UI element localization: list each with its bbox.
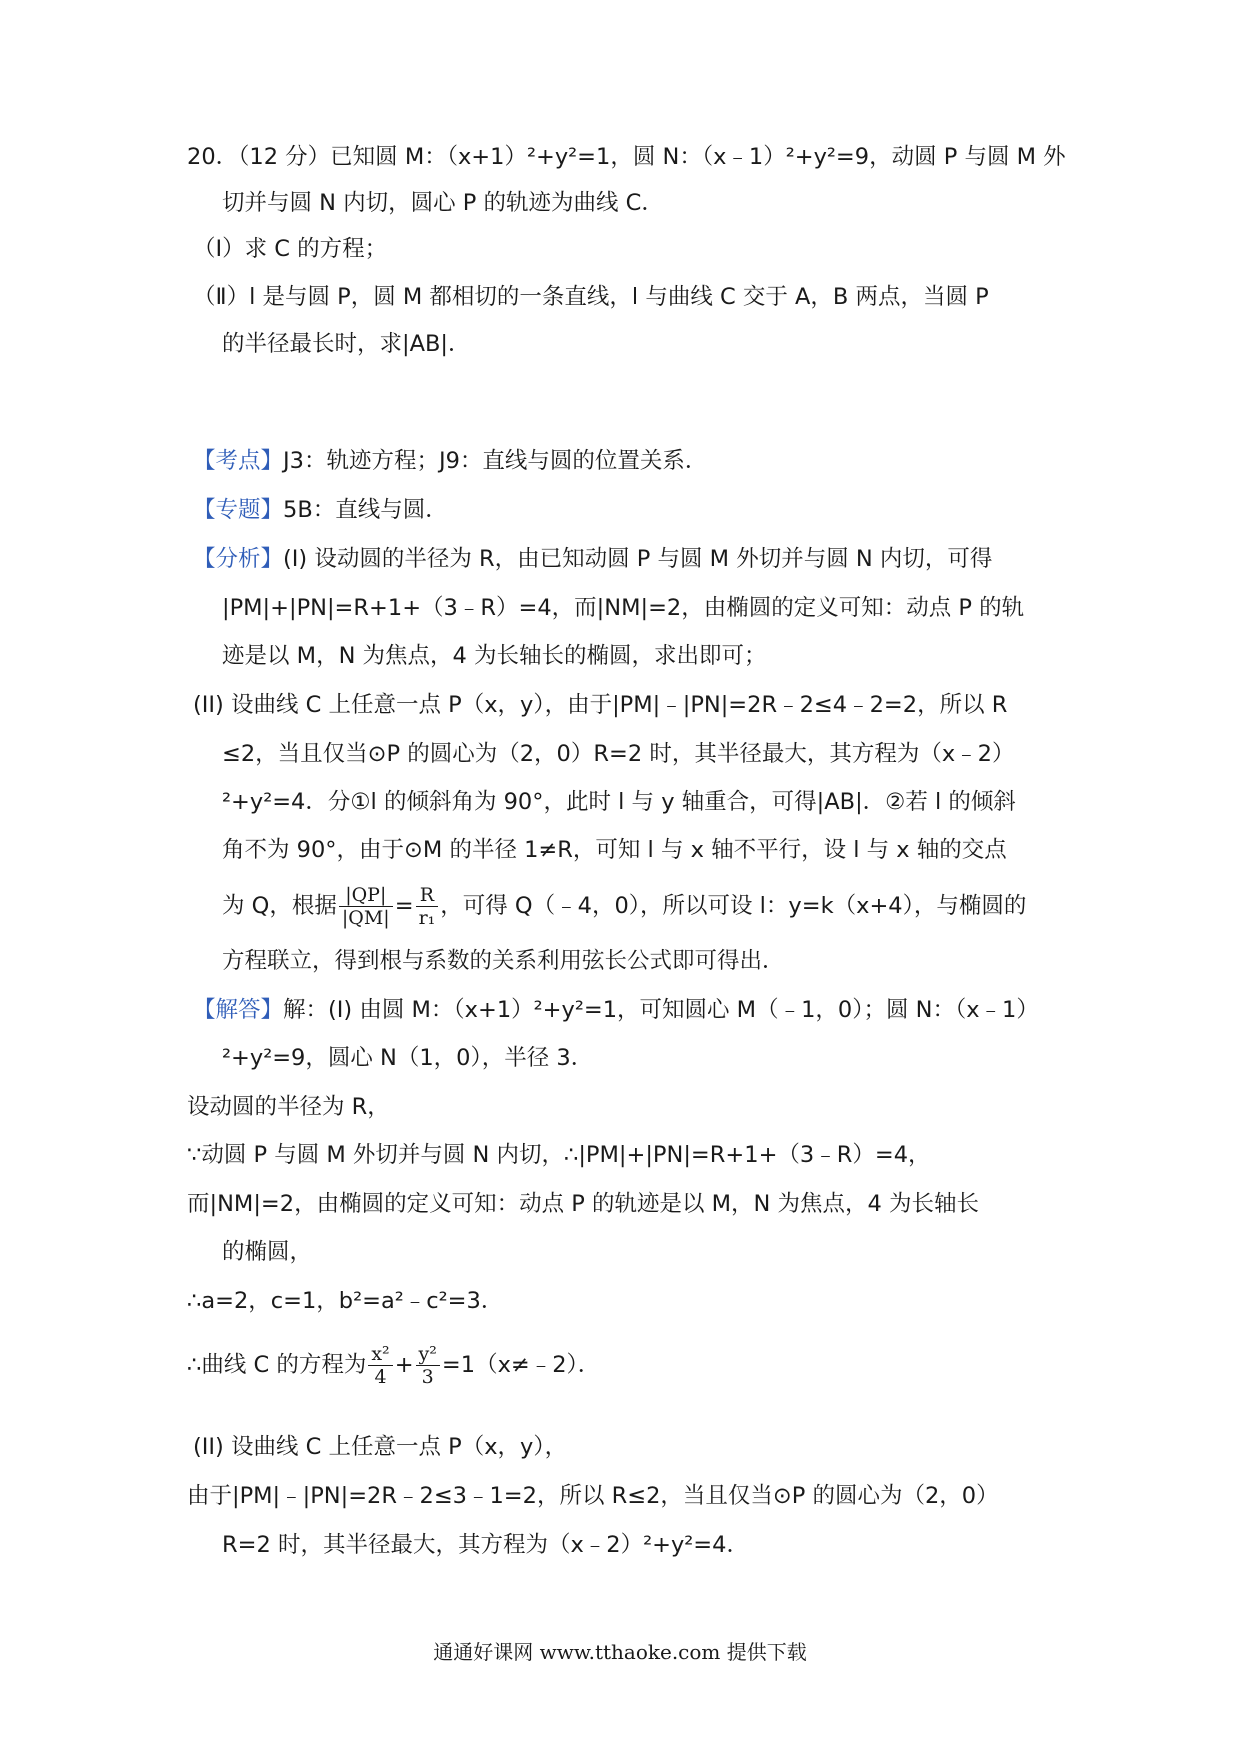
x2-over-4-fraction: $\frac{\text{x²}}{4}$ — [368, 1343, 392, 1388]
fenxi-line-3: 迹是以 M，N 为焦点，4 为长轴长的椭圆，求出即可； — [222, 643, 767, 669]
qp-over-qm-fraction: $\frac{|QP|}{|QM|}$ — [339, 884, 393, 929]
fenxi-line-9: 方程联立，得到根与系数的关系利用弦长公式即可得出． — [222, 948, 785, 974]
page-footer: 通通好课网 www.tthaoke.com 提供下载 — [433, 1640, 807, 1664]
fenxi-line-2: |PM|+|PN|=R+1+（3﹣R）=4，而|NM|=2，由椭圆的定义可知：动点 P 的轨 — [222, 595, 1025, 621]
fenxi-text-8-post: ，可得 Q（﹣4，0），所以可设 l：y=k（x+4），与椭圆的 — [440, 893, 1027, 919]
jieda-line-7: ∴a=2，c=1，b²=a²﹣c²=3． — [187, 1288, 504, 1314]
jieda-text-8-post: =1（x≠﹣2）． — [441, 1352, 601, 1378]
problem-part-1: （Ⅰ）求 C 的方程； — [193, 236, 388, 262]
problem-part-2-cont: 的半径最长时，求|AB|． — [222, 331, 471, 357]
fenxi-tag: 【分析】 — [193, 546, 284, 572]
jieda-line-8 — [187, 1336, 600, 1394]
jieda-text-8-pre: ∴曲线 C 的方程为 — [187, 1352, 367, 1378]
fenxi-text-1: (I) 设动圆的半径为 R，由已知动圆 P 与圆 M 外切并与圆 N 内切，可得 — [283, 546, 993, 572]
fenxi-line-7: 角不为 90°，由于⊙M 的半径 1≠R，可知 l 与 x 轴不平行，设 l 与 x 轴的交点 — [222, 837, 1007, 863]
jieda-line-11: R=2 时，其半径最大，其方程为（x﹣2）²+y²=4． — [222, 1532, 749, 1558]
problem-part-2: （Ⅱ）l 是与圆 P，圆 M 都相切的一条直线，l 与曲线 C 交于 A，B 两点，当圆 P — [193, 284, 989, 310]
jieda-line-1 — [193, 995, 1039, 1025]
jieda-line-3: 设动圆的半径为 R， — [187, 1094, 390, 1120]
jieda-line-2: ²+y²=9，圆心 N（1，0），半径 3． — [222, 1045, 594, 1071]
jieda-line-6: 的椭圆， — [222, 1239, 313, 1265]
fenxi-text-8-pre: 为 Q，根据 — [222, 893, 337, 919]
r-over-r1-fraction: $\frac{R}{\text{r₁}}$ — [416, 884, 439, 929]
zhuanti-text: 5B：直线与圆． — [283, 497, 448, 523]
jieda-line-4: ∵动圆 P 与圆 M 外切并与圆 N 内切，∴|PM|+|PN|=R+1+（3﹣R）=4， — [187, 1142, 931, 1168]
jieda-line-10: 由于|PM|﹣|PN|=2R﹣2≤3﹣1=2，所以 R≤2，当且仅当⊙P 的圆心为（2，0） — [187, 1483, 999, 1509]
problem-line-1: 20．（12 分）已知圆 M：（x+1）²+y²=1，圆 N：（x﹣1）²+y²=9，动圆 P 与圆 M 外 — [187, 144, 1066, 170]
jieda-line-9: (II) 设曲线 C 上任意一点 P（x，y）， — [193, 1434, 568, 1460]
fenxi-line-1 — [193, 544, 992, 574]
jieda-line-5: 而|NM|=2，由椭圆的定义可知：动点 P 的轨迹是以 M，N 为焦点，4 为长轴长 — [187, 1191, 979, 1217]
zhuanti-tag: 【专题】 — [193, 497, 284, 523]
plus-sign: + — [394, 1352, 414, 1378]
fenxi-line-8 — [222, 880, 1026, 932]
jieda-text-1: 解：(I) 由圆 M：（x+1）²+y²=1，可知圆心 M（﹣1，0）；圆 N：（x﹣1） — [283, 997, 1039, 1023]
y2-over-3-fraction: $\frac{\text{y²}}{3}$ — [416, 1343, 440, 1388]
jieda-tag: 【解答】 — [193, 997, 284, 1023]
kaodian-text: J3：轨迹方程；J9：直线与圆的位置关系． — [283, 448, 708, 474]
kaodian-tag: 【考点】 — [193, 448, 284, 474]
kaodian-line — [193, 446, 707, 476]
fenxi-line-5: ≤2，当且仅当⊙P 的圆心为（2，0）R=2 时，其半径最大，其方程为（x﹣2） — [222, 741, 1015, 767]
equals-sign: = — [394, 893, 414, 919]
zhuanti-line — [193, 495, 448, 525]
problem-line-2: 切并与圆 N 内切，圆心 P 的轨迹为曲线 C． — [222, 190, 664, 216]
fenxi-line-6: ²+y²=4．分①l 的倾斜角为 90°，此时 l 与 y 轴重合，可得|AB|．②若 l 的倾斜 — [222, 789, 1016, 815]
fenxi-line-4: (II) 设曲线 C 上任意一点 P（x，y），由于|PM|﹣|PN|=2R﹣2≤4﹣2=2，所以 R — [193, 692, 1008, 718]
